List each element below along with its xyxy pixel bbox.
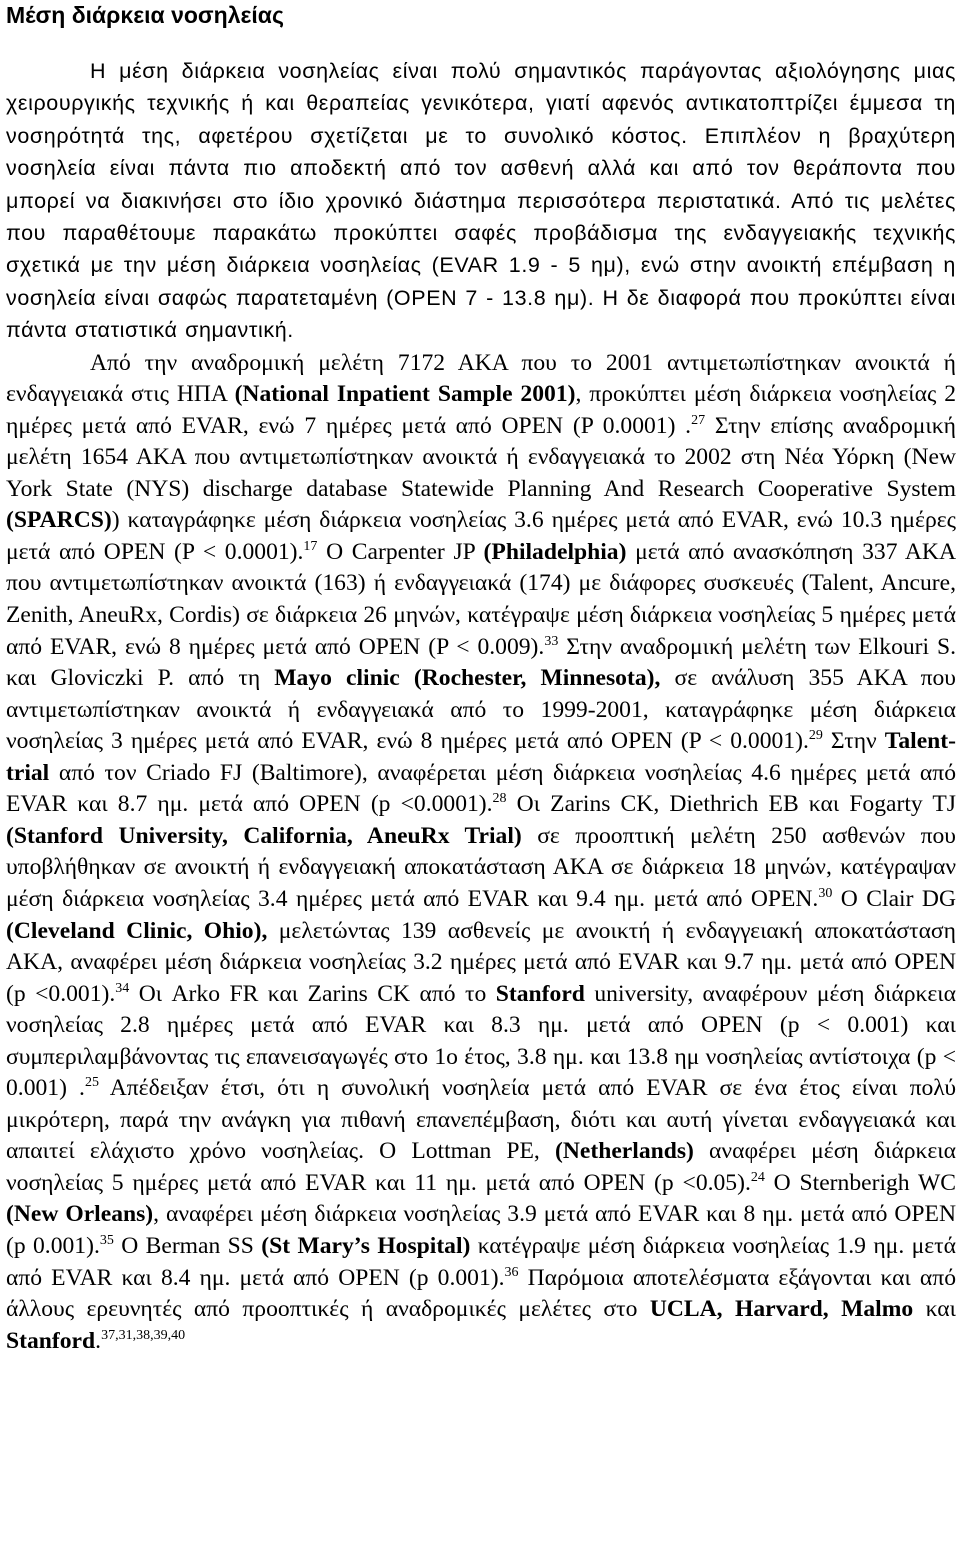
- citation-ref: 17: [303, 538, 318, 554]
- page-title: Μέση διάρκεια νοσηλείας: [6, 2, 284, 28]
- body-text: O Clair DG: [832, 885, 956, 912]
- body-text: university, αναφέρουν μέση διάρκεια νοσηλείας 2.8 ημέρες μετά από EVAR και 8.3 ημ. μετά από OPEN (p < 0.001) και συμπεριλαμβάνοντας τις επανεισαγωγές στο 1ο έτος, 3.8 ημ. και 13.8 ημ νοσηλείας αντίστοιχα (p < 0.001) .: [6, 980, 956, 1102]
- body-text: Στην αναδρομική μελέτη των Elkouri S. και Gloviczki P. από τη: [6, 633, 956, 692]
- body-text: , προκύπτει μέση διάρκεια νοσηλείας 2 ημέρες μετά από EVAR, ενώ 7 ημέρες μετά από OPEN (P 0.0001) .: [6, 381, 957, 439]
- citation-ref: 30: [818, 885, 833, 901]
- paragraph-studies: [6, 348, 956, 1358]
- paragraph-intro: Η μέση διάρκεια νοσηλείας είναι πολύ σημαντικός παράγοντας αξιολόγησης μιας χειρουργικής τεχνικής ή και θεραπείας γενικότερα, γιατί αφενός αντικατοπτρίζει έμμεσα τη νοσηρότητά της, αφετέρου σχετίζεται με το συνολικό κόστος. Επιπλέον η βραχύτερη νοσηλεία είναι πάντα πιο αποδεκτή από τον ασθενή αλλά και από τον θεράποντα που μπορεί να διακινήσει στο ίδιο χρονικό διάστημα περισσότερα περιστατικά. Από τις μελέτες που παραθέτουμε παρακάτω προκύπτει σαφές προβάδισμα της ενδαγγειακής τεχνικής σχετικά με την μέση διάρκεια νοσηλείας (EVAR 1.9 - 5 ημ), ενώ στην ανοικτή επέμβαση η νοσηλεία είναι σαφώς παρατεταμένη (OPEN 7 - 13.8 ημ). Η δε διαφορά που προκύπτει είναι πάντα στατιστικά σημαντική.: [6, 59, 956, 343]
- citation-ref: 25: [84, 1075, 99, 1091]
- citation-ref: 29: [808, 728, 823, 744]
- body-text: σε ανάλυση 355 ΑΚΑ που αντιμετωπίστηκαν ανοικτά ή ενδαγγειακά από το 1999-2001, καταγράφηκε μέση διάρκεια νοσηλείας 3 ημέρες μετά από EVAR, ενώ 8 ημέρες μετά από OPEN (P < 0.0001).: [6, 665, 956, 755]
- bold-source: (New Orleans): [6, 1201, 154, 1228]
- bold-source: Talent-trial: [6, 728, 957, 786]
- body-text: αναφέρει μέση διάρκεια νοσηλείας 5 ημέρες μετά από EVAR και 11 ημ. μετά από OPEN (p <0.05).: [6, 1138, 956, 1196]
- bold-source: (National Inpatient Sample 2001): [234, 381, 576, 408]
- body-text: μετά από ανασκόπηση 337 ΑΚΑ που αντιμετωπίστηκαν ανοικτά (163) ή ενδαγγειακά (174) με διάφορες συσκευές (Talent, Ancure, Zenith, AneuRx, Cordis) σε διάρκεια 26 μηνών, κατέγραψε μέση διάρκεια νοσηλείας 5 ημέρες μετά από EVAR, ενώ 8 ημέρες μετά από OPEN (P < 0.009).: [6, 538, 956, 660]
- body-text: .: [95, 1327, 102, 1354]
- body-text: Στην: [822, 728, 885, 755]
- bold-source: Mayo clinic (Rochester, Minnesota),: [274, 665, 661, 692]
- bold-source: (Netherlands): [554, 1138, 694, 1165]
- bold-source: UCLA, Harvard, Malmo: [649, 1296, 914, 1323]
- citation-ref: 37,31,38,39,40: [101, 1327, 186, 1343]
- body-text: O Berman SS: [113, 1232, 262, 1259]
- bold-source: (Stanford University, California, AneuRx Trial): [6, 822, 522, 849]
- body-text: και: [913, 1296, 956, 1323]
- citation-ref: 27: [691, 412, 706, 428]
- body-text: Από την αναδρομική μελέτη 7172 ΑΚΑ που το 2001 αντιμετωπίστηκαν ανοικτά ή ενδαγγειακά στις ΗΠΑ: [6, 349, 956, 408]
- body-text: , αναφέρει μέση διάρκεια νοσηλείας 3.9 μετά από EVAR και 8 ημ. μετά από OPEN (p 0.001).: [6, 1201, 956, 1259]
- citation-ref: 33: [544, 633, 559, 649]
- body-text: από τον Criado FJ (Baltimore), αναφέρεται μέση διάρκεια νοσηλείας 4.6 ημέρες μετά από EVAR και 8.7 ημ. μετά από OPEN (p <0.0001).: [6, 759, 956, 818]
- bold-source: (St Mary’s Hospital): [261, 1232, 471, 1259]
- citation-ref: 34: [115, 980, 130, 996]
- bold-source: (Philadelphia): [483, 538, 627, 565]
- body-text: Στην επίσης αναδρομική μελέτη 1654 ΑΚΑ που αντιμετωπίστηκαν ανοικτά ή ενδαγγειακά το 2002 στη Νέα Υόρκη (New York State (NYS) discharge database Statewide Planning And Research Cooperative System: [6, 412, 956, 502]
- body-text: κατέγραψε μέση διάρκεια νοσηλείας 1.9 ημ. μετά από EVAR και 8.4 ημ. μετά από OPEN (p 0.001).: [6, 1232, 956, 1291]
- bold-source: Stanford: [495, 980, 585, 1007]
- citation-ref: 35: [99, 1232, 114, 1248]
- body-text: Οι Arko FR και Zarins CK από το: [129, 980, 496, 1007]
- body-text: Οι Zarins CK, Diethrich EB και Fogarty TJ: [506, 791, 956, 818]
- bold-source: (Cleveland Clinic, Ohio),: [6, 917, 268, 944]
- body-text: μελετώντας 139 ασθενείς με ανοικτή ή ενδαγγειακή αποκατάσταση ΑΚΑ, αναφέρει μέση διάρκεια νοσηλείας 3.2 ημέρες μετά από EVAR και 9.7 ημ. μετά από OPEN (p <0.001).: [6, 917, 956, 1007]
- body-text: σε προοπτική μελέτη 250 ασθενών που υποβλήθηκαν σε ανοικτή ή ενδαγγειακή αποκατάσταση ΑΚΑ σε διάρκεια 18 μηνών, κατέγραψαν μέση διάρκεια νοσηλείας 3.4 ημέρες μετά από EVAR και 9.4 ημ. μετά από OPEN.: [6, 822, 956, 912]
- body-text: Απέδειξαν έτσι, ότι η συνολική νοσηλεία μετά από EVAR σε ένα έτος είναι πολύ μικρότερη, παρά την ανάγκη για πιθανή επανεπέμβαση, διότι και αυτή γίνεται ενδαγγειακά και απαιτεί ελάχιστο χρόνο νοσηλείας. Ο Lottman PE,: [6, 1075, 956, 1165]
- body-text: Παρόμοια αποτελέσματα εξάγονται και από άλλους ερευνητές από προοπτικές ή αναδρομικές μελέτες στο: [6, 1264, 957, 1323]
- citation-ref: 28: [492, 791, 507, 807]
- bold-source: Stanford: [6, 1327, 96, 1354]
- bold-source: (SPARCS): [6, 507, 112, 534]
- body-text: ) καταγράφηκε μέση διάρκεια νοσηλείας 3.6 ημέρες μετά από EVAR, ενώ 10.3 ημέρες μετά από OPEN (P < 0.0001).: [6, 507, 956, 565]
- body-text: Ο Carpenter JP: [317, 538, 484, 565]
- citation-ref: 36: [504, 1264, 519, 1280]
- body-text: O Sternberigh WC: [764, 1169, 956, 1196]
- citation-ref: 24: [750, 1169, 765, 1185]
